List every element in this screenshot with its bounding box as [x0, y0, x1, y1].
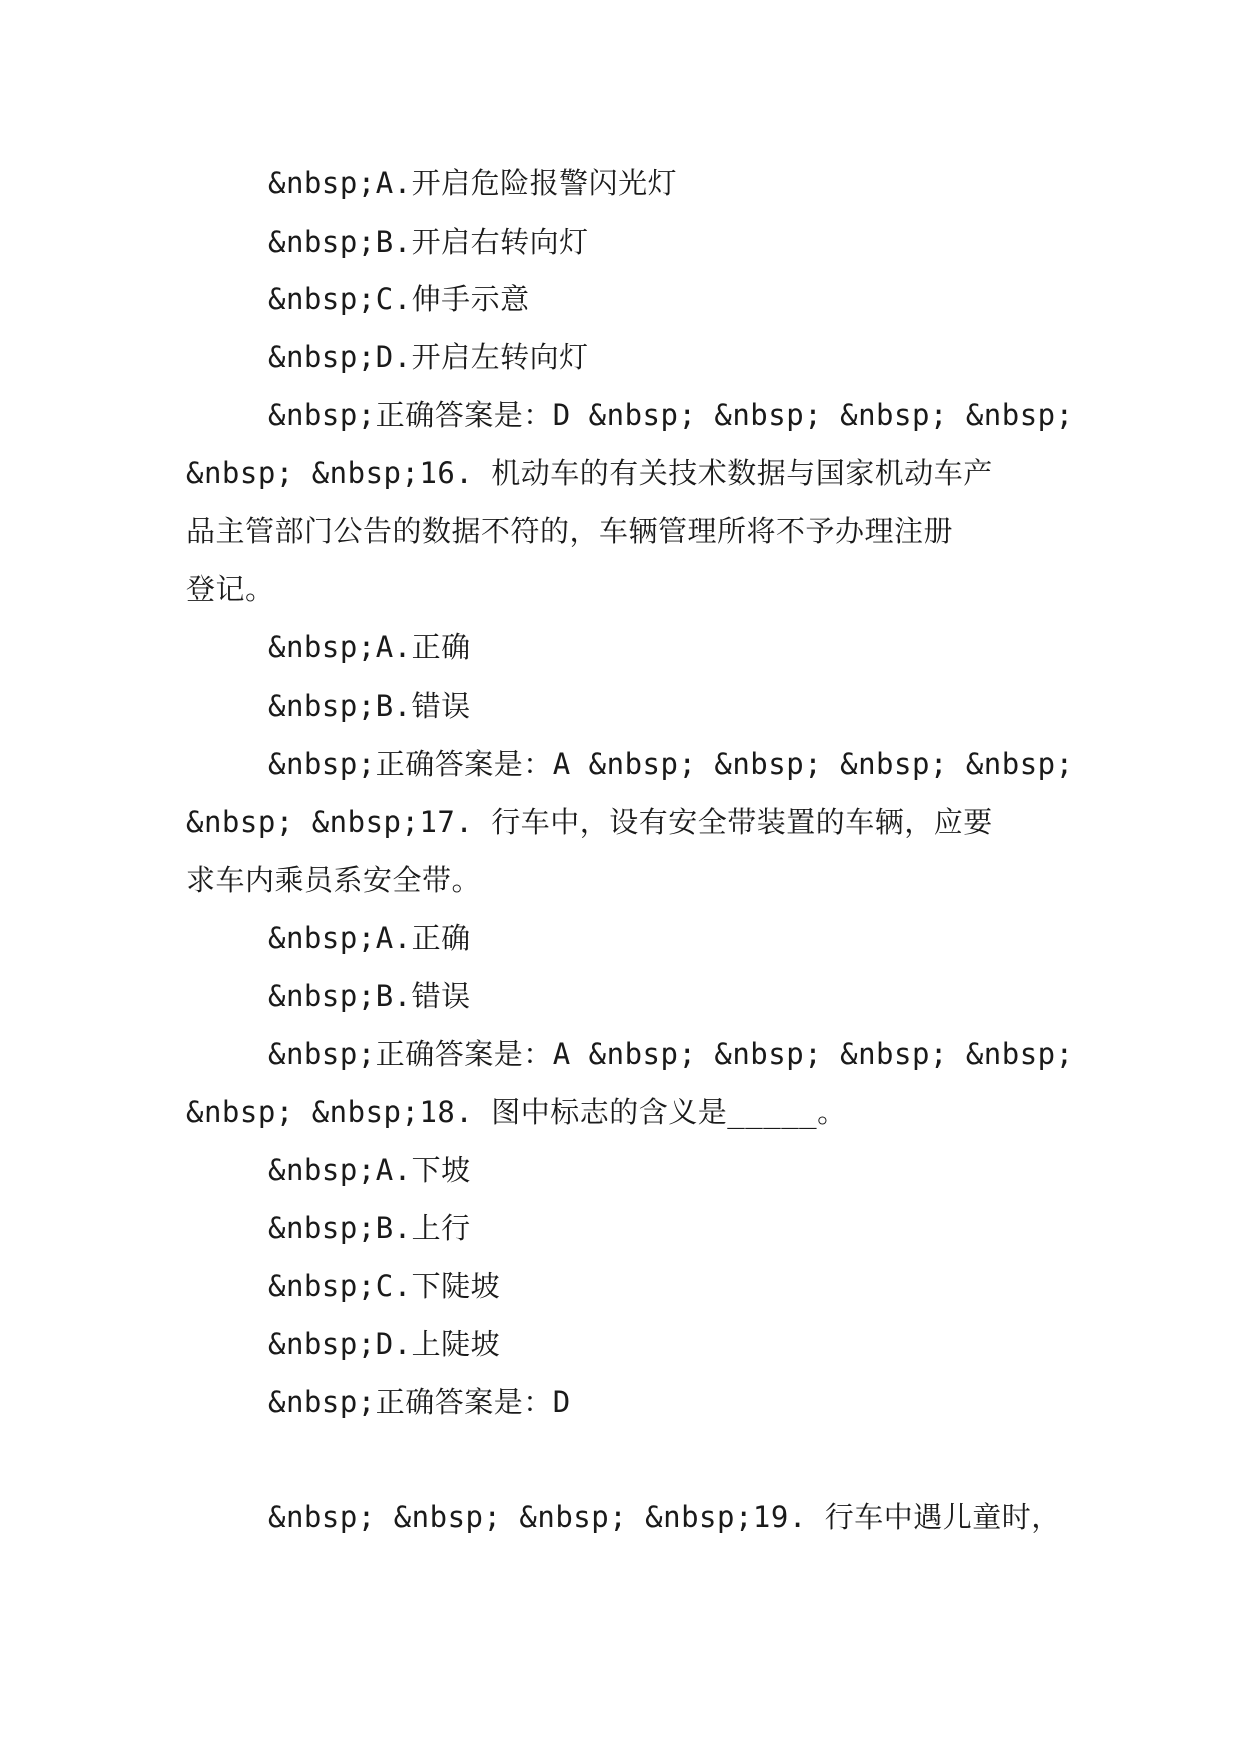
question-line: 登记。 [186, 572, 275, 606]
answer-line: &nbsp;正确答案是：D &nbsp; &nbsp; &nbsp; &nbsp; [268, 398, 1074, 432]
option-line: &nbsp;D.上陡坡 [268, 1327, 501, 1361]
question-line: &nbsp; &nbsp;16. 机动车的有关技术数据与国家机动车产 [186, 456, 993, 490]
question-line: &nbsp; &nbsp;18. 图中标志的含义是_____。 [186, 1095, 847, 1129]
option-line: &nbsp;C.下陡坡 [268, 1269, 501, 1303]
option-line: &nbsp;A.正确 [268, 921, 471, 955]
question-line: &nbsp; &nbsp;17. 行车中，设有安全带装置的车辆，应要 [186, 805, 993, 839]
option-line: &nbsp;B.开启右转向灯 [268, 225, 589, 259]
option-line: &nbsp;C.伸手示意 [268, 282, 530, 316]
option-line: &nbsp;B.错误 [268, 689, 471, 723]
question-line: 求车内乘员系安全带。 [186, 863, 482, 897]
option-line: &nbsp;D.开启左转向灯 [268, 340, 589, 374]
option-line: &nbsp;B.上行 [268, 1211, 471, 1245]
answer-line: &nbsp;正确答案是：A &nbsp; &nbsp; &nbsp; &nbsp; [268, 747, 1074, 781]
option-line: &nbsp;A.开启危险报警闪光灯 [268, 166, 678, 200]
answer-line: &nbsp;正确答案是：D [268, 1385, 571, 1419]
option-line: &nbsp;A.正确 [268, 630, 471, 664]
option-line: &nbsp;A.下坡 [268, 1153, 471, 1187]
answer-line: &nbsp;正确答案是：A &nbsp; &nbsp; &nbsp; &nbsp; [268, 1037, 1074, 1071]
question-line: &nbsp; &nbsp; &nbsp; &nbsp;19. 行车中遇儿童时， [268, 1500, 1061, 1534]
question-line: 品主管部门公告的数据不符的，车辆管理所将不予办理注册 [186, 514, 954, 548]
option-line: &nbsp;B.错误 [268, 979, 471, 1013]
